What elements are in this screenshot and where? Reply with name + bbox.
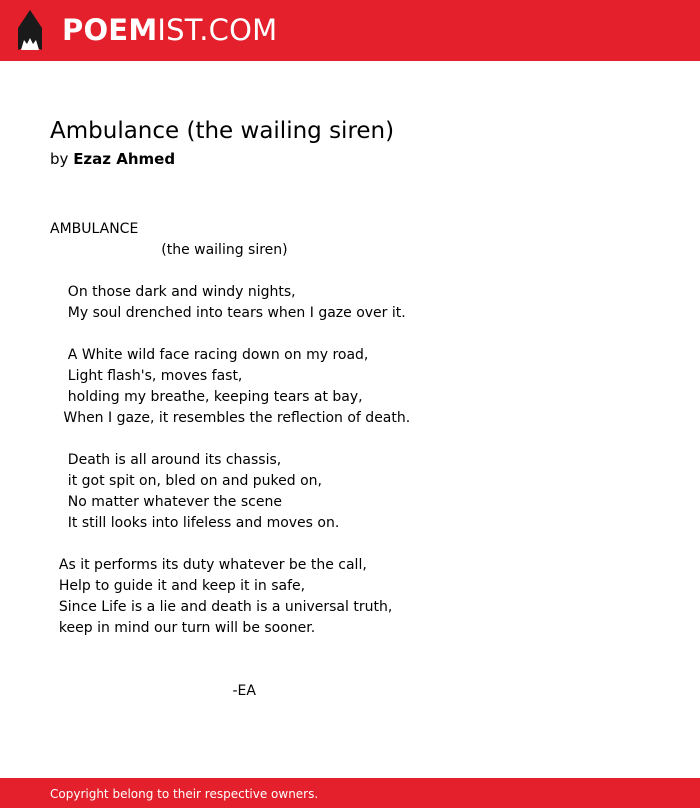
byline: [50, 149, 175, 169]
logo-light-text: IST.COM: [157, 13, 278, 47]
poem-line: it got spit on, bled on and puked on,: [50, 473, 322, 489]
site-footer: [0, 778, 700, 808]
poem-line: [50, 261, 410, 282]
poem-line: [50, 534, 410, 555]
poem-line: It still looks into lifeless and moves on.: [50, 515, 340, 531]
site-logo[interactable]: [62, 12, 277, 48]
poem-line: A White wild face racing down on my road,: [50, 347, 369, 363]
author-name[interactable]: Ezaz Ahmed: [73, 150, 176, 168]
poem-line: [50, 660, 410, 681]
copyright-notice: Copyright belong to their respective owners.: [50, 787, 319, 801]
poem-line: Light flash's, moves fast,: [50, 368, 243, 384]
poem-line: (the wailing siren): [50, 242, 288, 258]
poem-line: My soul drenched into tears when I gaze over it.: [50, 305, 406, 321]
poem-line: Death is all around its chassis,: [50, 452, 282, 468]
poem-signature: -EA: [50, 683, 256, 699]
poem-line: keep in mind our turn will be sooner.: [50, 620, 316, 636]
poem-line: AMBULANCE: [50, 221, 139, 237]
poem-line: No matter whatever the scene: [50, 494, 282, 510]
poem-line: Help to guide it and keep it in safe,: [50, 578, 306, 594]
poem-line: [50, 324, 410, 345]
poem-line: holding my breathe, keeping tears at bay,: [50, 389, 363, 405]
logo-bold-text: POEM: [62, 13, 158, 47]
poem-line: [50, 429, 410, 450]
poem-body: [50, 219, 410, 702]
pencil-logo-icon[interactable]: [18, 10, 42, 52]
by-prefix: by: [50, 150, 69, 168]
poem-line: As it performs its duty whatever be the call,: [50, 557, 367, 573]
poem-title: Ambulance (the wailing siren): [50, 118, 395, 144]
poem-line: When I gaze, it resembles the reflection of death.: [50, 410, 411, 426]
site-header: [0, 0, 700, 61]
poem-line: Since Life is a lie and death is a universal truth,: [50, 599, 393, 615]
poem-line: On those dark and windy nights,: [50, 284, 296, 300]
poem-line: [50, 639, 410, 660]
